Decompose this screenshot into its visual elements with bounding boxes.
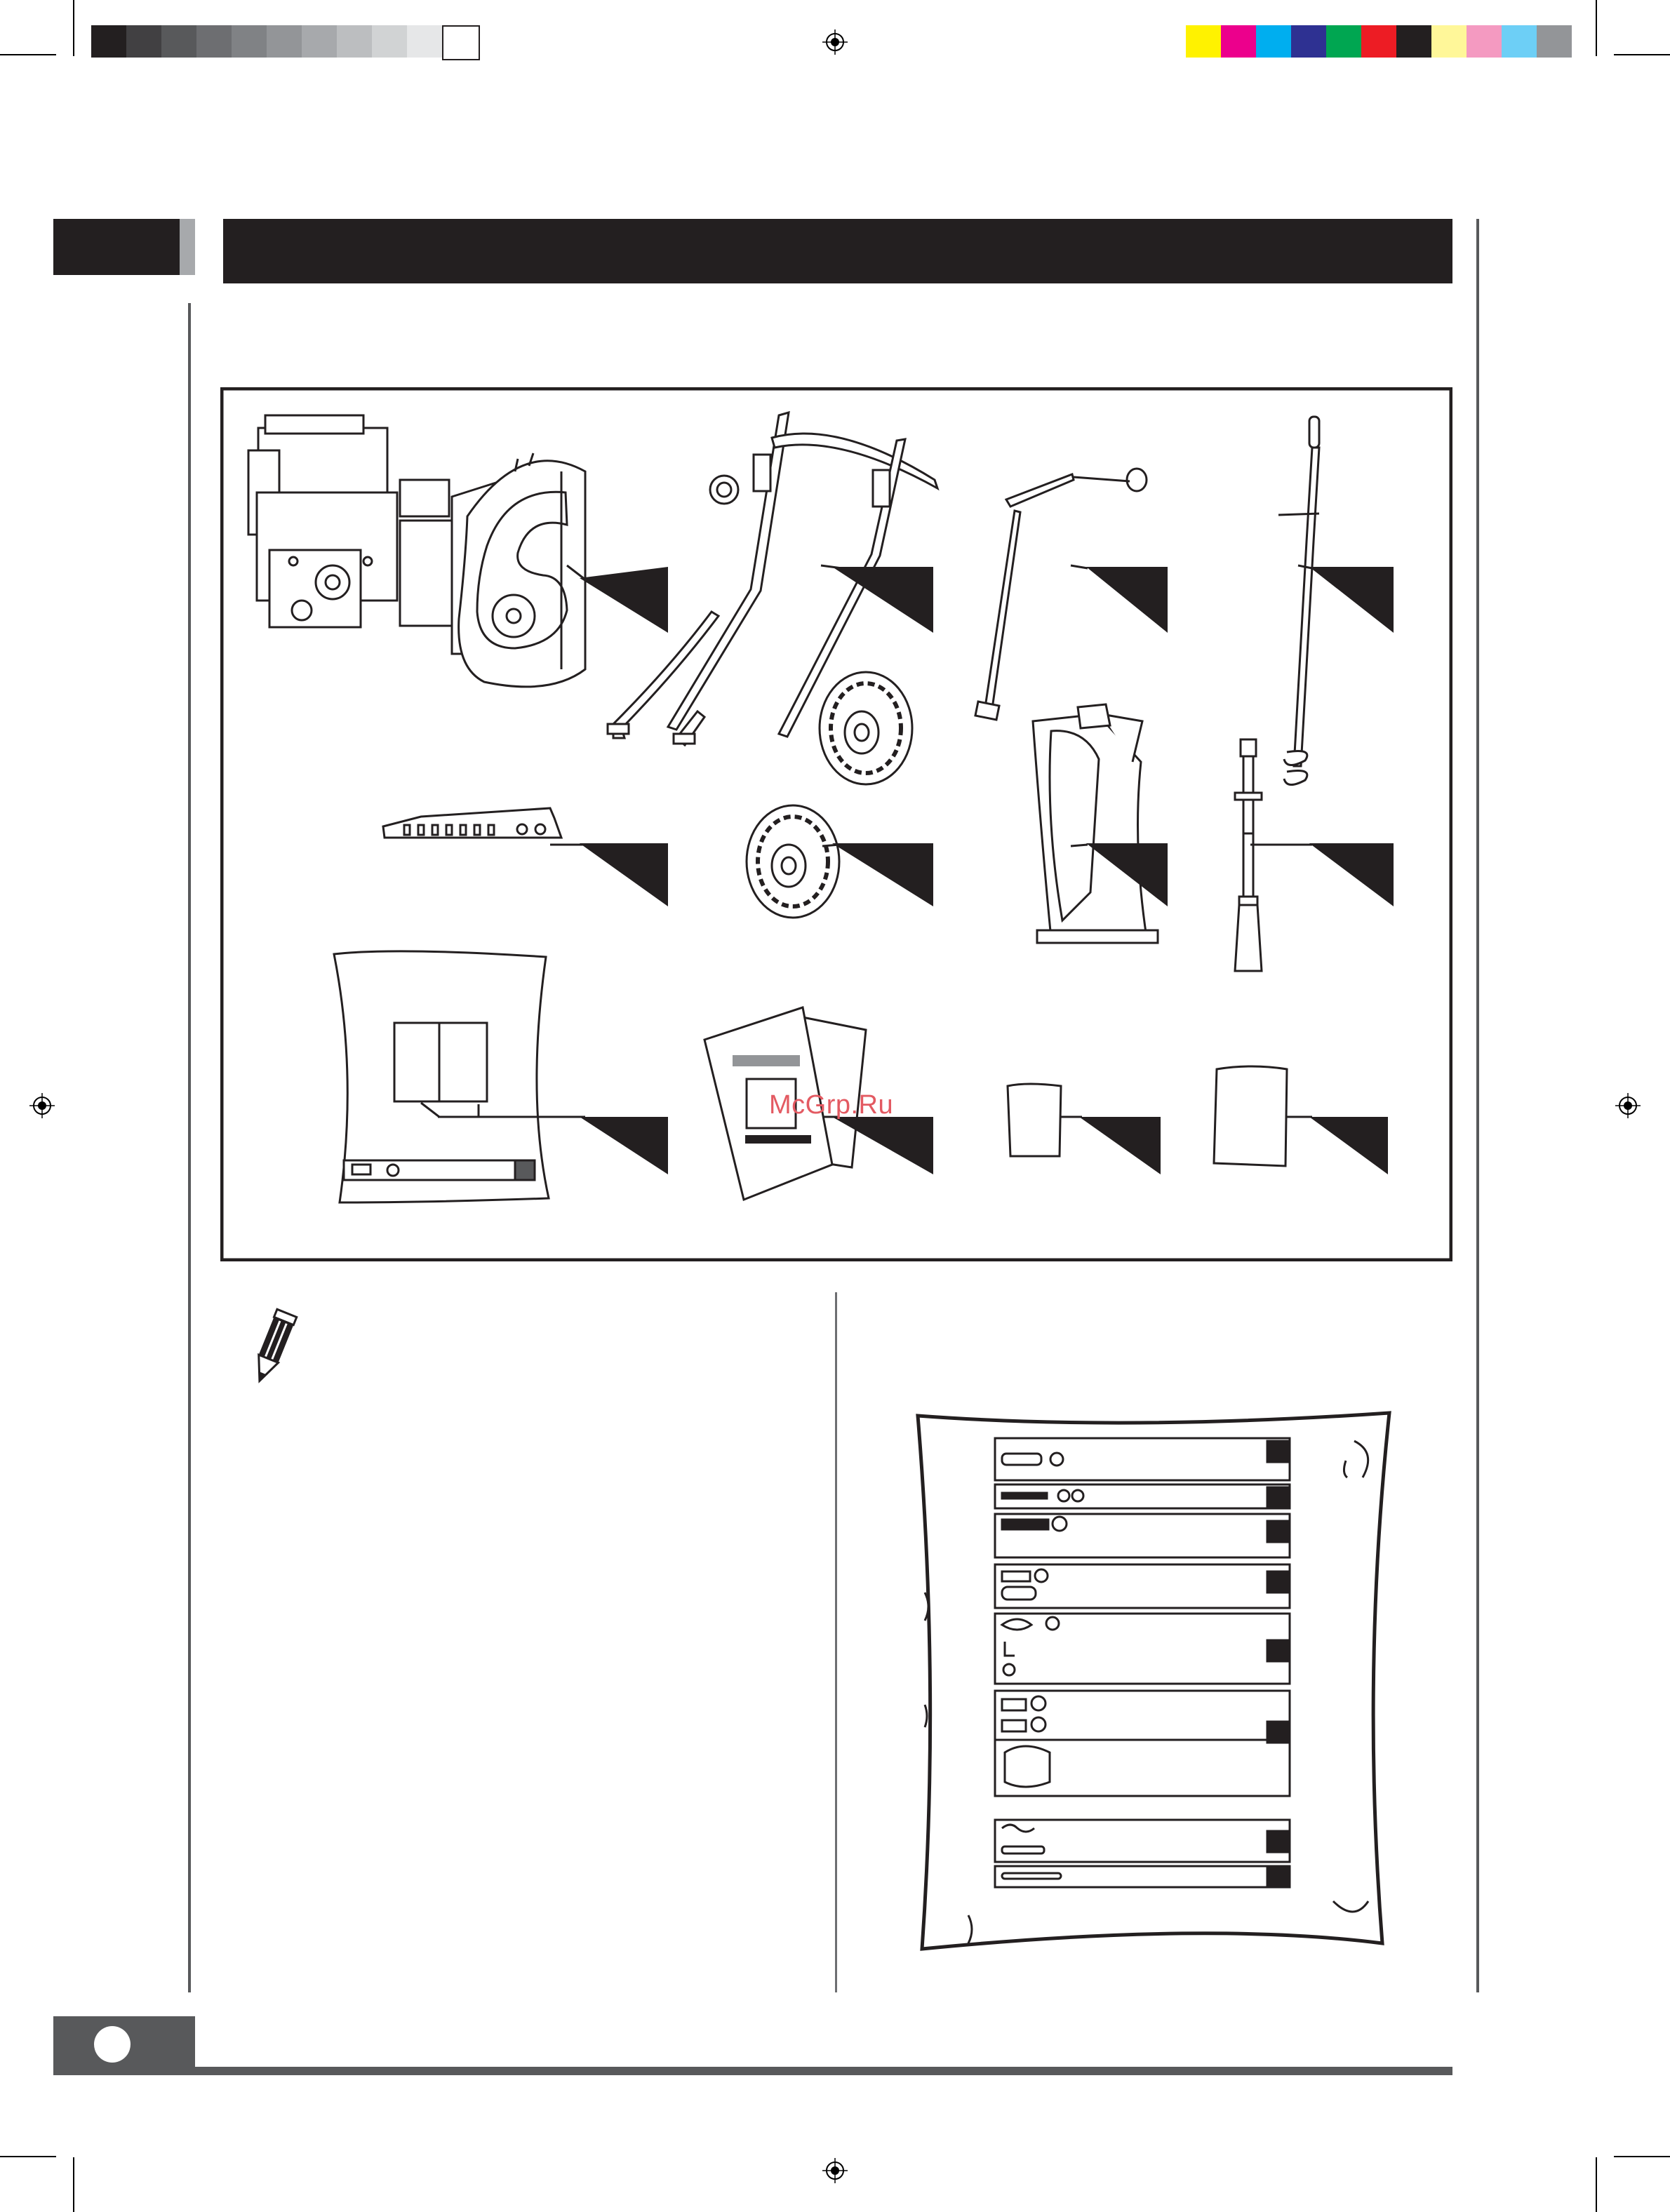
crop-mark bbox=[0, 54, 56, 55]
registration-target-icon bbox=[822, 29, 848, 55]
color-swatch bbox=[1256, 25, 1291, 58]
color-swatch bbox=[126, 25, 161, 58]
footer-rule bbox=[195, 2067, 1452, 2075]
section-tab bbox=[53, 219, 180, 275]
section-tab-edge bbox=[180, 219, 195, 275]
section-header-bar bbox=[223, 219, 1452, 283]
color-swatch bbox=[1396, 25, 1431, 58]
crop-mark bbox=[1614, 2156, 1670, 2157]
color-swatch bbox=[1291, 25, 1326, 58]
watermark: McGrp.Ru bbox=[769, 1090, 894, 1120]
color-swatch bbox=[232, 25, 267, 58]
color-swatch bbox=[91, 25, 126, 58]
hardware-bag-part bbox=[334, 951, 549, 1202]
crop-mark bbox=[1596, 0, 1597, 56]
registration-target-icon bbox=[1615, 1093, 1641, 1118]
crop-mark bbox=[0, 2156, 56, 2157]
color-swatch bbox=[1502, 25, 1537, 58]
color-swatch bbox=[1431, 25, 1467, 58]
registration-target-icon bbox=[29, 1093, 55, 1118]
color-swatch bbox=[1221, 25, 1256, 58]
color-swatch bbox=[302, 25, 337, 58]
pencil-note-icon bbox=[241, 1306, 305, 1389]
crop-mark bbox=[1614, 54, 1670, 55]
color-swatch bbox=[1361, 25, 1396, 58]
color-swatch bbox=[1326, 25, 1361, 58]
right-margin-rule bbox=[1476, 219, 1479, 1992]
hardware-pack-figure bbox=[912, 1410, 1396, 1957]
color-swatch bbox=[407, 25, 442, 58]
color-swatch bbox=[1186, 25, 1221, 58]
column-divider bbox=[835, 1292, 837, 1992]
hardware-compartments bbox=[995, 1438, 1290, 1887]
color-swatch bbox=[1467, 25, 1502, 58]
color-swatch bbox=[372, 25, 407, 58]
crop-mark bbox=[73, 2157, 74, 2212]
left-margin-rule bbox=[188, 303, 191, 1992]
color-swatch bbox=[337, 25, 372, 58]
color-swatch bbox=[196, 25, 232, 58]
color-swatch bbox=[1537, 25, 1572, 58]
crop-mark bbox=[73, 0, 74, 56]
parts-contents-figure bbox=[220, 387, 1452, 1261]
color-swatch bbox=[267, 25, 302, 58]
color-swatch bbox=[161, 25, 196, 58]
registration-target-icon bbox=[822, 2158, 848, 2183]
page-number-circle bbox=[94, 2026, 131, 2063]
color-swatch bbox=[442, 25, 480, 60]
crop-mark bbox=[1596, 2157, 1597, 2212]
